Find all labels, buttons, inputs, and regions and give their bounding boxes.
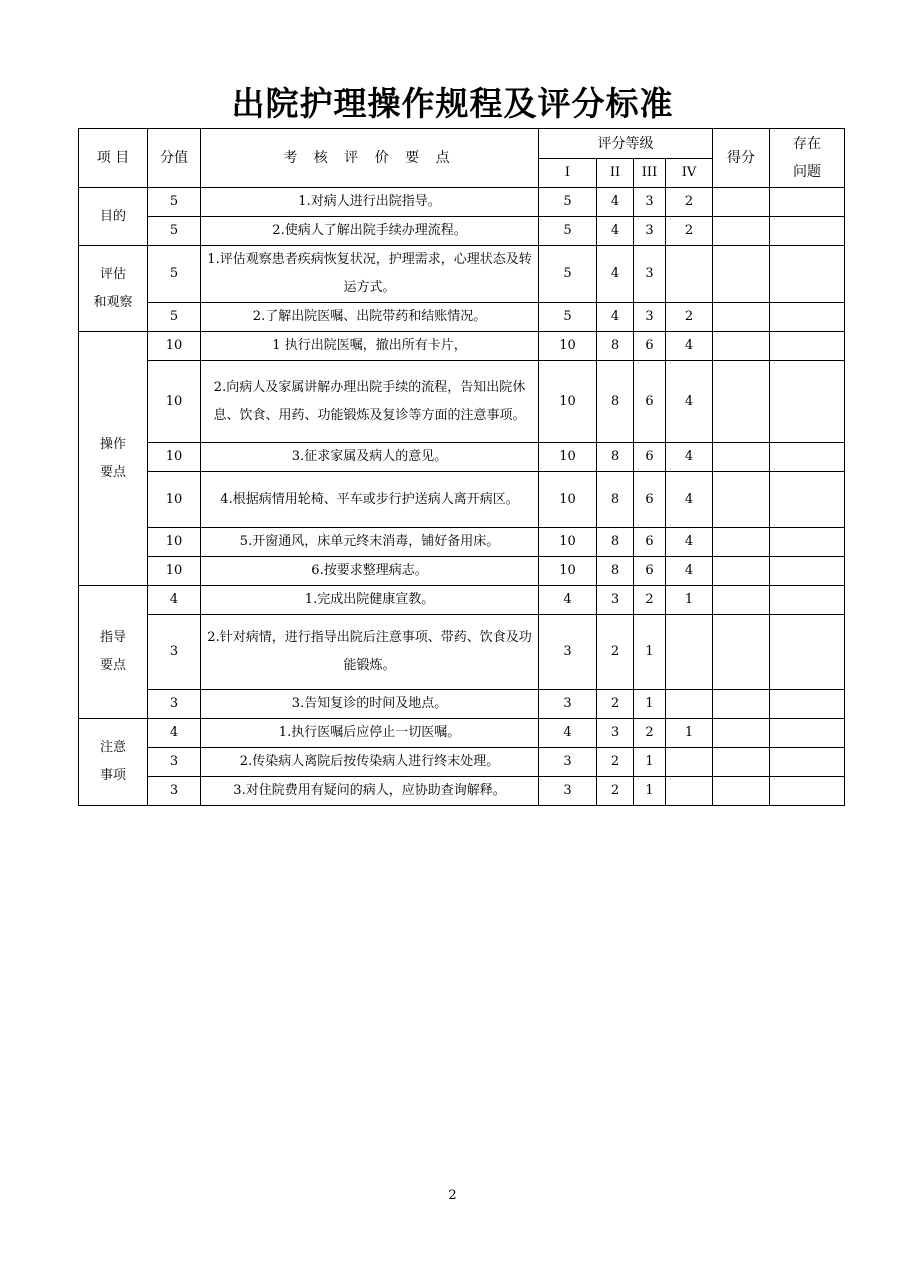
grade-cell: 8 [597,557,634,586]
issues-cell [770,361,845,443]
score-cell: 5 [148,217,201,246]
grade-cell: 5 [539,217,597,246]
category-label: 目的 [99,208,126,224]
grade-cell: 10 [539,361,597,443]
obtained-cell [713,557,770,586]
issues-cell [770,443,845,472]
grade-cell: 2 [597,777,634,806]
obtained-cell [713,690,770,719]
obtained-cell [713,246,770,303]
score-cell: 10 [148,557,201,586]
grade-cell: 8 [597,528,634,557]
header-grade-1: I [539,159,597,188]
score-cell: 5 [148,246,201,303]
score-cell: 3 [148,748,201,777]
obtained-cell [713,472,770,528]
grade-cell: 2 [666,188,713,217]
category-label: 操作 [99,436,126,452]
header-issues-line2: 问题 [793,164,821,180]
header-issues-line1: 存在 [793,136,821,152]
header-grade-4: IV [666,159,713,188]
header-obtained: 得分 [713,129,770,188]
point-text: 6.按要求整理病志。 [201,557,539,586]
table-row [79,188,845,217]
issues-cell [770,332,845,361]
table-row [79,217,845,246]
grade-cell: 4 [539,586,597,615]
obtained-cell [713,188,770,217]
grade-cell: 6 [634,472,666,528]
point-text: 3.征求家属及病人的意见。 [201,443,539,472]
grade-cell: 4 [666,472,713,528]
grade-cell: 4 [597,303,634,332]
grade-cell [666,615,713,690]
table-row [79,719,845,748]
grade-cell: 3 [539,615,597,690]
obtained-cell [713,586,770,615]
grade-cell: 10 [539,332,597,361]
obtained-cell [713,615,770,690]
point-text: 2.使病人了解出院手续办理流程。 [201,217,539,246]
obtained-cell [713,303,770,332]
table-row [79,303,845,332]
table-body [79,188,845,806]
category-cell [79,188,148,246]
obtained-cell [713,528,770,557]
point-text: 4.根据病情用轮椅、平车或步行护送病人离开病区。 [201,472,539,528]
issues-cell [770,303,845,332]
grade-cell: 2 [634,719,666,748]
grade-cell: 4 [539,719,597,748]
header-score: 分值 [148,129,201,188]
grade-cell: 2 [597,690,634,719]
score-cell: 10 [148,332,201,361]
category-cell [79,246,148,332]
point-text: 3.对住院费用有疑问的病人，应协助查询解释。 [201,777,539,806]
obtained-cell [713,443,770,472]
grade-cell: 2 [634,586,666,615]
grade-cell: 2 [666,303,713,332]
obtained-cell [713,361,770,443]
category-label: 和观察 [93,294,133,310]
table-row [79,690,845,719]
grade-cell [666,777,713,806]
grade-cell: 6 [634,528,666,557]
grade-cell: 6 [634,443,666,472]
issues-cell [770,719,845,748]
issues-cell [770,690,845,719]
point-text: 1.完成出院健康宣教。 [201,586,539,615]
issues-cell [770,615,845,690]
grade-cell: 1 [634,777,666,806]
category-label: 事项 [99,768,126,783]
header-issues [770,129,845,188]
table-row [79,586,845,615]
score-cell: 4 [148,719,201,748]
point-text: 1 执行出院医嘱，撤出所有卡片， [201,332,539,361]
grade-cell: 3 [597,586,634,615]
scoring-table [78,128,845,806]
grade-cell: 4 [666,557,713,586]
grade-cell: 5 [539,246,597,303]
grade-cell: 4 [597,246,634,303]
grade-cell: 3 [539,777,597,806]
grade-cell: 8 [597,332,634,361]
point-text: 5.开窗通风，床单元终末消毒，铺好备用床。 [201,528,539,557]
score-cell: 10 [148,361,201,443]
table-row [79,332,845,361]
grade-cell: 6 [634,332,666,361]
grade-cell: 4 [666,361,713,443]
point-text: 2.了解出院医嘱、出院带药和结账情况。 [201,303,539,332]
grade-cell: 5 [539,188,597,217]
grade-cell: 8 [597,443,634,472]
grade-cell: 3 [539,748,597,777]
table-row [79,528,845,557]
obtained-cell [713,217,770,246]
header-grade: 评分等级 [539,129,713,159]
issues-cell [770,217,845,246]
issues-cell [770,586,845,615]
header-grade-2: II [597,159,634,188]
point-text: 2.向病人及家属讲解办理出院手续的流程，告知出院休息、饮食、用药、功能锻炼及复诊等方面的注意事项。 [201,361,539,443]
header-grade-3: III [634,159,666,188]
grade-cell: 3 [597,719,634,748]
point-text: 1.执行医嘱后应停止一切医嘱。 [201,719,539,748]
category-label: 要点 [99,464,126,480]
table-row [79,777,845,806]
issues-cell [770,557,845,586]
category-cell [79,586,148,719]
header-item: 项 目 [79,129,148,188]
grade-cell: 1 [634,615,666,690]
grade-cell: 4 [666,332,713,361]
grade-cell: 4 [597,188,634,217]
score-cell: 3 [148,777,201,806]
point-text: 3.告知复诊的时间及地点。 [201,690,539,719]
issues-cell [770,748,845,777]
page-number: 2 [448,1188,457,1203]
grade-cell: 1 [666,586,713,615]
issues-cell [770,528,845,557]
category-label: 指导 [99,630,126,645]
grade-cell: 10 [539,472,597,528]
score-cell: 3 [148,690,201,719]
grade-cell: 3 [634,246,666,303]
page-title: 出院护理操作规程及评分标准 [231,84,674,123]
grade-cell: 8 [597,472,634,528]
score-cell: 5 [148,303,201,332]
grade-cell: 4 [666,528,713,557]
grade-cell: 6 [634,557,666,586]
grade-cell: 6 [634,361,666,443]
grade-cell: 2 [597,615,634,690]
grade-cell: 10 [539,443,597,472]
issues-cell [770,188,845,217]
grade-cell: 4 [597,217,634,246]
grade-cell: 1 [634,748,666,777]
grade-cell [666,690,713,719]
grade-cell: 3 [634,188,666,217]
table-row [79,748,845,777]
table-row [79,361,845,443]
grade-cell: 3 [634,303,666,332]
obtained-cell [713,719,770,748]
table-row [79,246,845,303]
category-cell [79,719,148,806]
grade-cell: 5 [539,303,597,332]
point-text: 1.评估观察患者疾病恢复状况，护理需求，心理状态及转运方式。 [201,246,539,303]
score-cell: 10 [148,528,201,557]
grade-cell [666,748,713,777]
header-points: 考 核 评 价 要 点 [201,129,539,188]
grade-cell: 10 [539,528,597,557]
grade-cell: 3 [539,690,597,719]
obtained-cell [713,748,770,777]
category-cell [79,332,148,586]
grade-cell [666,246,713,303]
point-text: 2.传染病人离院后按传染病人进行终末处理。 [201,748,539,777]
score-cell: 4 [148,586,201,615]
grade-cell: 8 [597,361,634,443]
issues-cell [770,472,845,528]
issues-cell [770,246,845,303]
grade-cell: 1 [666,719,713,748]
grade-cell: 4 [666,443,713,472]
category-label: 注意 [99,740,126,755]
grade-cell: 1 [634,690,666,719]
score-cell: 10 [148,472,201,528]
issues-cell [770,777,845,806]
category-label: 要点 [99,658,126,673]
point-text: 2.针对病情，进行指导出院后注意事项、带药、饮食及功能锻炼。 [201,615,539,690]
score-cell: 3 [148,615,201,690]
obtained-cell [713,332,770,361]
table-row [79,557,845,586]
table-row [79,443,845,472]
grade-cell: 3 [634,217,666,246]
score-cell: 10 [148,443,201,472]
grade-cell: 2 [666,217,713,246]
table-row [79,472,845,528]
grade-cell: 10 [539,557,597,586]
score-cell: 5 [148,188,201,217]
table-row [79,615,845,690]
category-label: 评估 [99,266,126,282]
grade-cell: 2 [597,748,634,777]
obtained-cell [713,777,770,806]
point-text: 1.对病人进行出院指导。 [201,188,539,217]
